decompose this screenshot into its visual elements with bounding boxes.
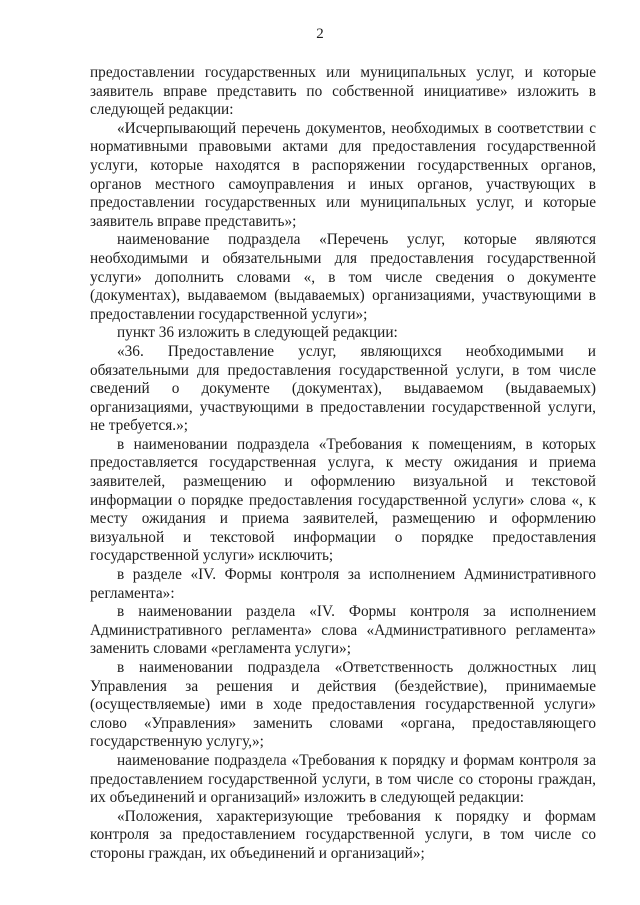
paragraph-5: «36. Предоставление услуг, являющихся необходимыми и обязательными для предоставления государственной услуги, в том числе сведений о документе (документах), выдаваемом (выдаваемых) организациями, участвующими в предоставлении государственной услуги, не требуется.»;	[90, 342, 596, 435]
paragraph-7: в разделе «IV. Формы контроля за исполнением Административного регламента»:	[90, 566, 596, 602]
paragraph-9: в наименовании подраздела «Ответственность должностных лиц Управления за решения и действия (бездействие), принимаемые (осуществляемые) ими в ходе предоставления государственной услуги» слово «Управления» заменить словами «органа, предоставляющего государственную услугу,»;	[90, 659, 596, 751]
paragraph-10: наименование подраздела «Требования к порядку и формам контроля за предоставлением государственной услуги, в том числе со стороны граждан, их объединений и организаций» изложить в следующей редакции:	[90, 751, 596, 807]
document-body	[90, 64, 596, 864]
page-number: 2	[316, 26, 324, 42]
paragraph-8: в наименовании раздела «IV. Формы контроля за исполнением Административного регламента» слова «Административного регламента» заменить словами «регламента услуги»;	[90, 603, 596, 658]
paragraph-4: пункт 36 изложить в следующей редакции:	[117, 324, 398, 342]
paragraph-3: наименование подраздела «Перечень услуг, которые являются необходимыми и обязательными для предоставления государственной услуги» дополнить словами «, в том числе сведения о документе (документах), выдаваемом (выдаваемых) организациями, участвующими в предоставлении государственной услуги»;	[90, 231, 596, 323]
paragraph-6: в наименовании подраздела «Требования к помещениям, в которых предоставляется государственная услуга, к месту ожидания и приема заявителей, размещению и оформлению визуальной и текстовой информации о порядке предоставления государственной услуги» слова «, к месту ожидания и приема заявителей, размещению и оформлению визуальной и текстовой информации о порядке предоставления государственной услуги» исключить;	[90, 435, 596, 565]
paragraph-1: предоставлении государственных или муниципальных услуг, и которые заявитель вправе представить по собственной инициативе» изложить в следующей редакции:	[90, 64, 596, 119]
paragraph-2: «Исчерпывающий перечень документов, необходимых в соответствии с нормативными правовыми актами для предоставления государственной услуги, которые находятся в распоряжении государственных органов, органов местного самоуправления и иных органов, участвующих в предоставлении государственных или муниципальных услуг, и которые заявитель вправе представить»;	[90, 119, 596, 230]
paragraph-11: «Положения, характеризующие требования к порядку и формам контроля за предоставлением государственной услуги, в том числе со стороны граждан, их объединений и организаций»;	[90, 807, 596, 862]
